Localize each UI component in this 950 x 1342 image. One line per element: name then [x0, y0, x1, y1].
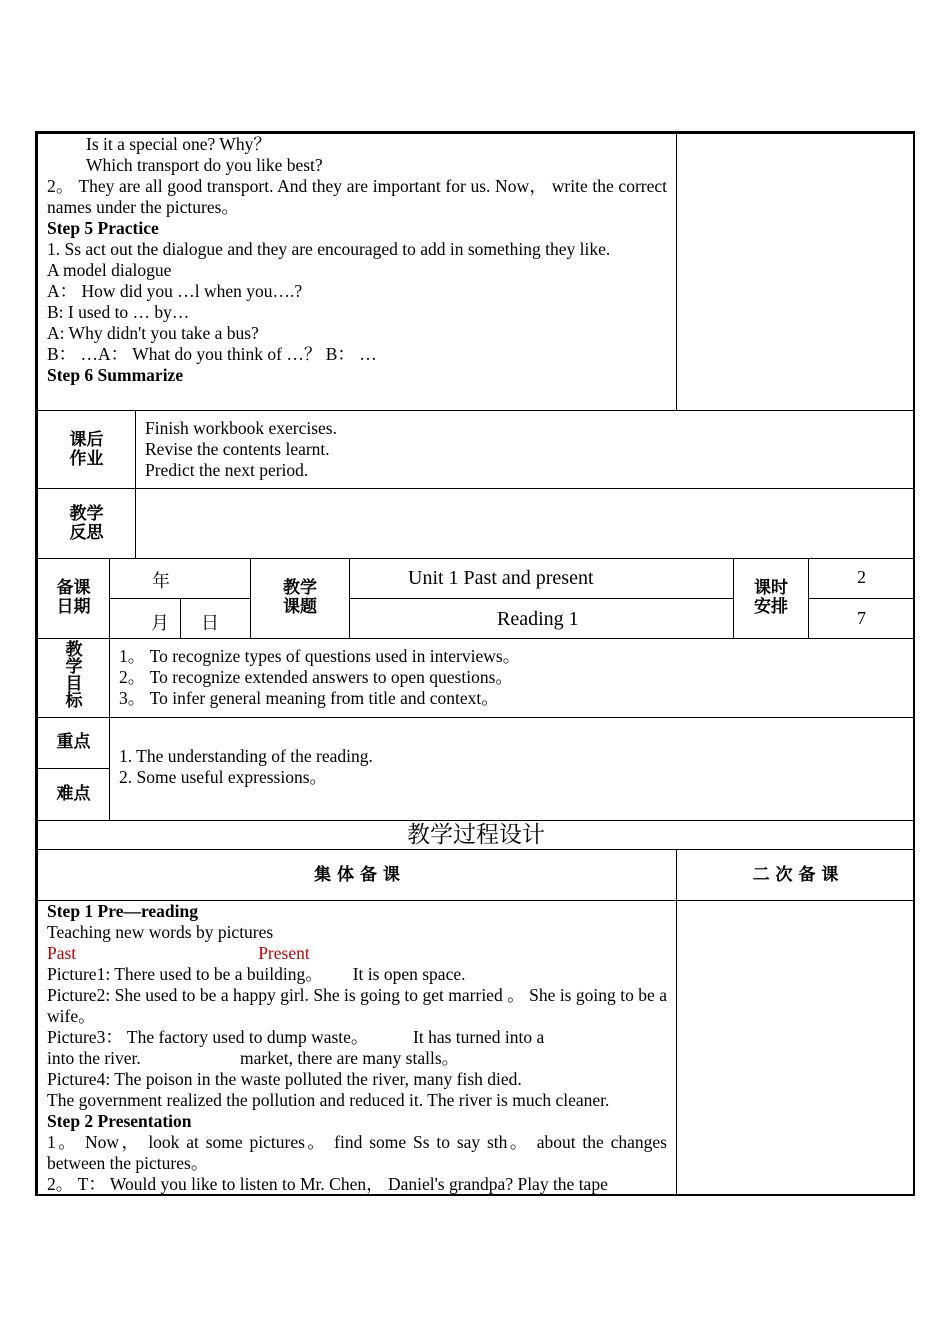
month-label: 月	[151, 613, 169, 633]
picture2-line: Picture2: She used to be a happy girl. She is going to get married 。 She is going to be a wife。	[47, 985, 667, 1026]
lesson-plan-table	[35, 131, 915, 1196]
continuation-text	[47, 134, 667, 386]
continuation-main-cell	[37, 133, 677, 411]
practice-line: A model dialogue	[47, 260, 172, 280]
dialogue-line: A： How did you …l when you….?	[47, 281, 303, 301]
picture1-present: It is open space.	[352, 964, 466, 984]
period-total: 2	[857, 567, 866, 587]
collective-header: 集 体 备 课	[314, 865, 400, 885]
step-heading: Step 5 Practice	[47, 218, 159, 238]
picture3-present: It has turned into a	[413, 1027, 545, 1047]
homework-label-cell	[37, 410, 136, 489]
picture4-line: Picture4: The poison in the waste polluted the river, many fish died.	[47, 1069, 522, 1089]
period-number: 7	[857, 608, 866, 628]
objective-item: 2。 To recognize extended answers to open questions。	[119, 667, 513, 687]
difficult-label-cell	[37, 768, 110, 821]
process-title: 教学过程设计	[407, 822, 545, 848]
step-heading: Step 2 Presentation	[47, 1111, 192, 1131]
process-notes-cell	[676, 900, 915, 1196]
government-line: The government realized the pollution and reduced it. The river is much cleaner.	[47, 1090, 610, 1110]
presentation-item: 2。 T： Would you like to listen to Mr. Chen， Daniel's grandpa? Play the tape	[47, 1174, 608, 1194]
process-title-cell	[37, 820, 915, 850]
picture3-present-cont: market, there are many stalls。	[240, 1048, 460, 1068]
dialogue-line: B： …A： What do you think of …？ B： …	[47, 344, 377, 364]
present-label: Present	[258, 943, 310, 963]
step-heading: Step 1 Pre—reading	[47, 901, 199, 921]
key-point-item: 2. Some useful expressions。	[119, 767, 328, 787]
second-header: 二 次 备 课	[752, 865, 839, 885]
topic-label-cell	[250, 558, 350, 639]
process-text	[47, 901, 667, 1195]
dialogue-line: A: Why didn't you take a bus?	[47, 323, 259, 343]
picture3-past-cont: into the river.	[47, 1048, 141, 1068]
day-label: 日	[201, 613, 219, 633]
continuation-notes-cell	[676, 133, 915, 411]
key-points-label: 重点	[56, 732, 91, 752]
picture3-past: Picture3： The factory used to dump waste。	[47, 1027, 369, 1047]
presentation-item: 1。 Now， look at some pictures。 find some Ss to say sth。 about the changes between the pictures。	[47, 1132, 667, 1173]
step-heading: Step 6 Summarize	[47, 365, 184, 385]
key-label-cell	[37, 717, 110, 769]
homework-item: Finish workbook exercises.	[145, 418, 337, 438]
period-label-cell	[733, 558, 809, 639]
dialogue-line: B: I used to … by…	[47, 302, 190, 322]
question-line: Is it a special one? Why？	[86, 134, 271, 154]
objectives-label-cell	[37, 638, 110, 718]
period-no-cell	[808, 598, 915, 639]
practice-line: 1. Ss act out the dialogue and they are encouraged to add in something they like.	[47, 239, 611, 259]
year-cell	[109, 558, 251, 599]
homework-item: Revise the contents learnt.	[145, 439, 330, 459]
objective-item: 1。 To recognize types of questions used in interviews。	[119, 646, 521, 666]
difficult-points-label: 难点	[56, 784, 91, 804]
key-points-content-cell	[109, 717, 915, 821]
question-line: Which transport do you like best?	[86, 155, 323, 175]
date-label: 备课 日期	[56, 578, 91, 617]
unit-title: Unit 1 Past and present	[408, 567, 594, 589]
day-cell	[180, 598, 251, 639]
unit-cell	[349, 558, 734, 599]
period-label: 课时 安排	[754, 578, 788, 617]
month-cell	[109, 598, 181, 639]
year-label: 年	[152, 571, 170, 591]
step-intro: Teaching new words by pictures	[47, 922, 274, 942]
objective-item: 3。 To infer general meaning from title and context。	[119, 688, 499, 708]
lesson-title: Reading 1	[497, 608, 579, 630]
period-total-cell	[808, 558, 915, 599]
homework-content-cell	[135, 410, 915, 489]
lesson-cell	[349, 598, 734, 639]
homework-label: 课后 作业	[69, 430, 104, 469]
topic-label: 教学 课题	[283, 578, 317, 617]
past-label: Past	[47, 943, 77, 963]
picture1-past: Picture1: There used to be a building。	[47, 964, 323, 984]
objectives-content-cell	[109, 638, 915, 718]
key-point-item: 1. The understanding of the reading.	[119, 746, 373, 766]
date-label-cell	[37, 558, 110, 639]
reflection-label-cell	[37, 488, 136, 559]
objectives-label: 教 学 目 标	[65, 640, 83, 711]
reflection-label: 教学 反思	[69, 504, 104, 543]
reflection-content-cell	[135, 488, 915, 559]
process-main-cell	[37, 900, 677, 1196]
second-header-cell	[676, 849, 915, 901]
homework-item: Predict the next period.	[145, 460, 309, 480]
instruction-line: 2。 They are all good transport. And they are important for us. Now， write the correct names under the pictures。	[47, 176, 667, 217]
collective-header-cell	[37, 849, 677, 901]
